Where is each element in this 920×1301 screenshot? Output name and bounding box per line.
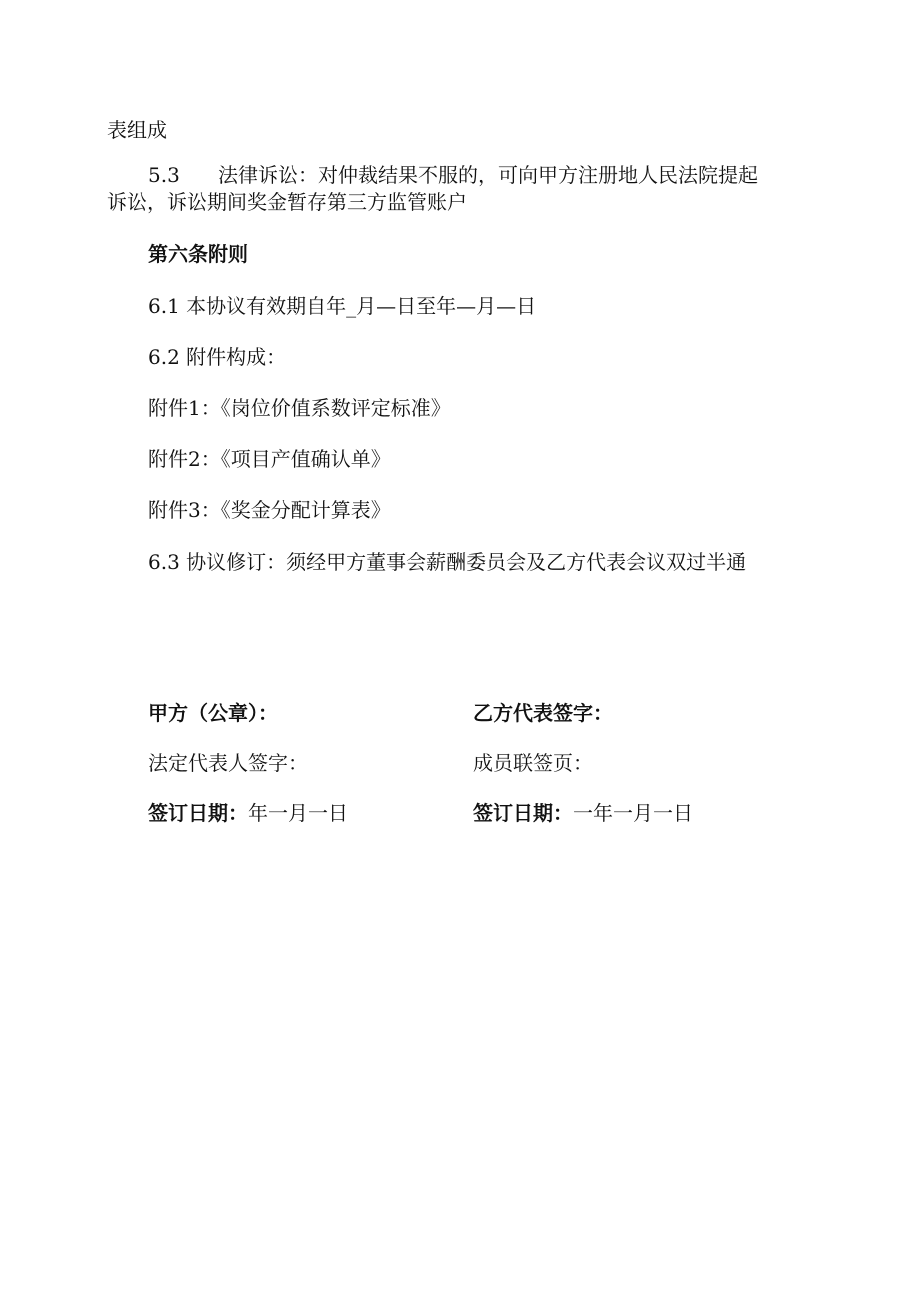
attachment-2: 附件2：《项目产值确认单》	[148, 447, 391, 471]
party-b-date-value: 一年一月一日	[573, 801, 693, 825]
attachment-3: 附件3：《奖金分配计算表》	[148, 498, 391, 522]
party-a-title: 甲方（公章）：	[148, 701, 278, 725]
party-b-date	[473, 800, 693, 826]
party-b-date-label: 签订日期：	[473, 801, 573, 825]
party-a-date	[148, 800, 348, 826]
continuation-text: 表组成	[107, 118, 167, 142]
clause-5-3	[148, 162, 758, 188]
section-6-title: 第六条附则	[148, 242, 248, 266]
party-a-date-value: 年一月一日	[248, 801, 348, 825]
clause-5-3-text-line1: 法律诉讼：对仲裁结果不服的，可向甲方注册地人民法院提起	[218, 163, 758, 187]
clause-5-3-text-line2: 诉讼，诉讼期间奖金暂存第三方监管账户	[107, 190, 467, 214]
party-a-rep-label: 法定代表人签字：	[148, 751, 308, 775]
party-b-members-label: 成员联签页：	[473, 751, 593, 775]
clause-5-3-number: 5.3	[148, 163, 180, 187]
attachment-1: 附件1：《岗位价值系数评定标准》	[148, 396, 451, 420]
clause-6-2: 6.2 附件构成：	[148, 345, 287, 369]
party-b-title: 乙方代表签字：	[473, 701, 613, 725]
party-a-date-label: 签订日期：	[148, 801, 248, 825]
clause-6-1: 6.1 本协议有效期自年_月—日至年—月—日	[148, 294, 537, 318]
clause-6-3: 6.3 协议修订：须经甲方董事会薪酬委员会及乙方代表会议双过半通	[148, 550, 747, 574]
